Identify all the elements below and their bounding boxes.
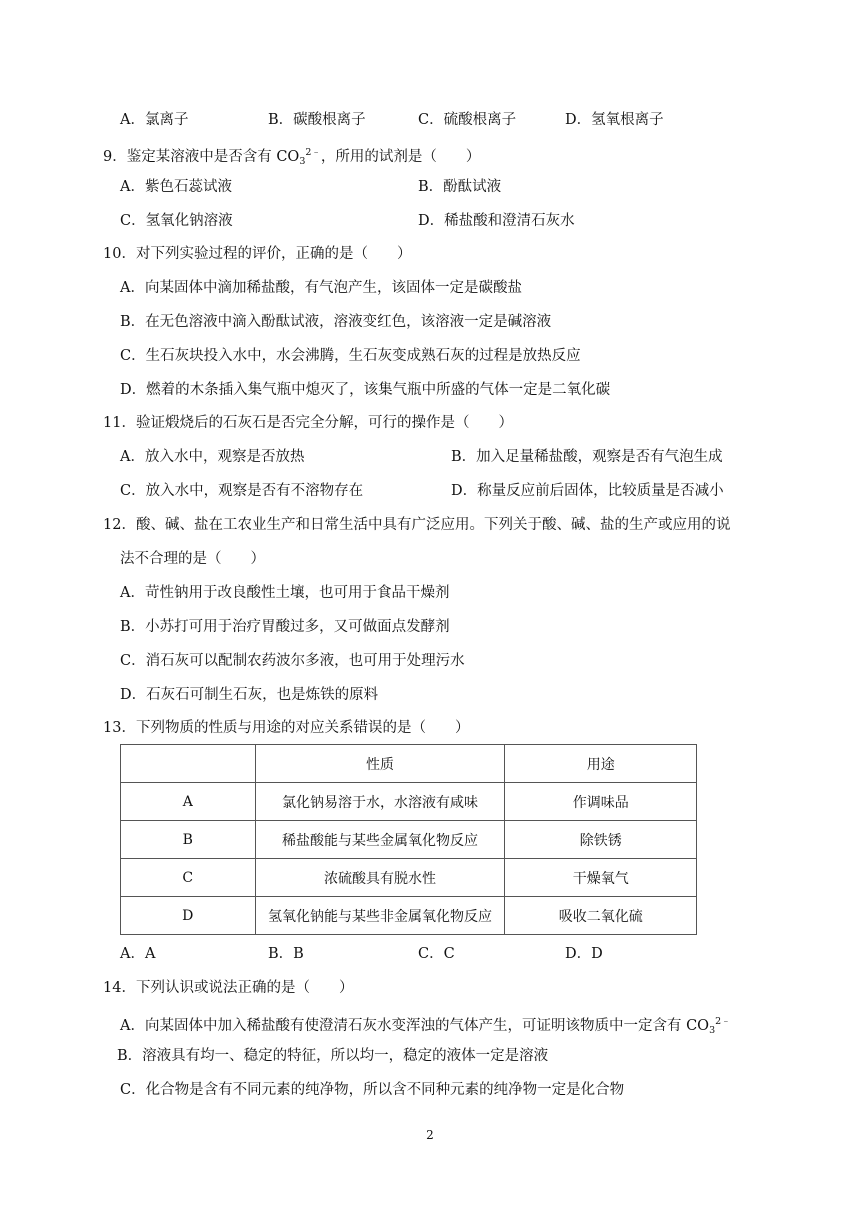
q10-option-d: D．燃着的木条插入集气瓶中熄灭了，该集气瓶中所盛的气体一定是二氧化碳 [120,382,611,398]
q14-subscript: 3 [709,1025,716,1036]
table-row [121,821,697,859]
table-cell-option: B [121,821,256,859]
q10-stem: 10．对下列实验过程的评价，正确的是（ ） [103,246,412,262]
q9-superscript: 2﹣ [305,147,321,158]
table-row [121,783,697,821]
q13-properties-table [120,744,697,935]
q8-option-b: B．碳酸根离子 [268,112,366,128]
q14-stem: 14．下列认识或说法正确的是（ ） [103,980,354,996]
q9-subscript: 3 [299,156,306,167]
table-cell-use: 作调味品 [505,783,697,821]
table-header-row [121,745,697,783]
q12-stem-line1: 12．酸、碱、盐在工农业生产和日常生活中具有广泛应用。下列关于酸、碱、盐的生产或应用的说 [103,517,731,533]
q8-option-d: D．氢氧根离子 [565,112,664,128]
table-cell-property: 浓硫酸具有脱水性 [255,859,505,897]
q12-option-c: C．消石灰可以配制农药波尔多液，也可用于处理污水 [120,653,465,669]
q9-stem-tail: ，所用的试剂是（ ） [320,149,481,165]
q14-option-a-text: A．向某固体中加入稀盐酸有使澄清石灰水变浑浊的气体产生，可证明该物质中一定含有 CO [120,1018,710,1034]
q9-stem-text: 9．鉴定某溶液中是否含有 CO [103,149,300,165]
q13-option-c: C．C [418,946,455,962]
q13-option-d: D．D [565,946,603,962]
table-cell-property: 稀盐酸能与某些金属氧化物反应 [255,821,505,859]
q9-option-a: A．紫色石蕊试液 [120,179,232,195]
q13-option-b: B．B [268,946,304,962]
table-header-use: 用途 [505,745,697,783]
q11-option-c: C．放入水中，观察是否有不溶物存在 [120,483,364,499]
table-cell-use: 干燥氧气 [505,859,697,897]
q10-option-a: A．向某固体中滴加稀盐酸，有气泡产生，该固体一定是碳酸盐 [120,280,522,296]
q12-option-d: D．石灰石可制生石灰，也是炼铁的原料 [120,687,379,703]
table-cell-property: 氯化钠易溶于水，水溶液有咸味 [255,783,505,821]
q12-stem-line2: 法不合理的是（ ） [120,551,265,567]
q9-option-c: C．氢氧化钠溶液 [120,213,233,229]
q9-option-b: B．酚酞试液 [418,179,502,195]
table-cell-option: C [121,859,256,897]
q12-option-b: B．小苏打可用于治疗胃酸过多，又可做面点发酵剂 [120,619,450,635]
q14-option-a [120,1012,731,1041]
q9-stem [103,143,480,172]
table-row [121,859,697,897]
table-cell-option: D [121,897,256,935]
q14-option-c: C．化合物是含有不同元素的纯净物，所以含不同种元素的纯净物一定是化合物 [120,1082,625,1098]
table-cell-use: 除铁锈 [505,821,697,859]
table-cell-option: A [121,783,256,821]
q10-option-b: B．在无色溶液中滴入酚酞试液，溶液变红色，该溶液一定是碱溶液 [120,314,552,330]
q11-stem: 11．验证煅烧后的石灰石是否完全分解，可行的操作是（ ） [103,415,513,431]
q11-option-b: B．加入足量稀盐酸，观察是否有气泡生成 [451,449,723,465]
q10-option-c: C．生石灰块投入水中，水会沸腾，生石灰变成熟石灰的过程是放热反应 [120,348,581,364]
q9-option-d: D．稀盐酸和澄清石灰水 [418,213,575,229]
q11-option-d: D．称量反应前后固体，比较质量是否减小 [451,483,724,499]
q13-stem: 13．下列物质的性质与用途的对应关系错误的是（ ） [103,720,470,736]
table-header-empty [121,745,256,783]
table-cell-use: 吸收二氧化硫 [505,897,697,935]
page-number: 2 [426,1128,434,1142]
q8-option-a: A．氯离子 [120,112,189,128]
table-header-property: 性质 [255,745,505,783]
q11-option-a: A．放入水中，观察是否放热 [120,449,305,465]
q14-superscript: 2﹣ [715,1016,731,1027]
table-row [121,897,697,935]
q12-option-a: A．苛性钠用于改良酸性土壤，也可用于食品干燥剂 [120,585,450,601]
q8-option-c: C．硫酸根离子 [418,112,517,128]
q13-option-a: A．A [120,946,156,962]
table-cell-property: 氢氧化钠能与某些非金属氧化物反应 [255,897,505,935]
q14-option-b: B．溶液具有均一、稳定的特征，所以均一，稳定的液体一定是溶液 [117,1048,549,1064]
